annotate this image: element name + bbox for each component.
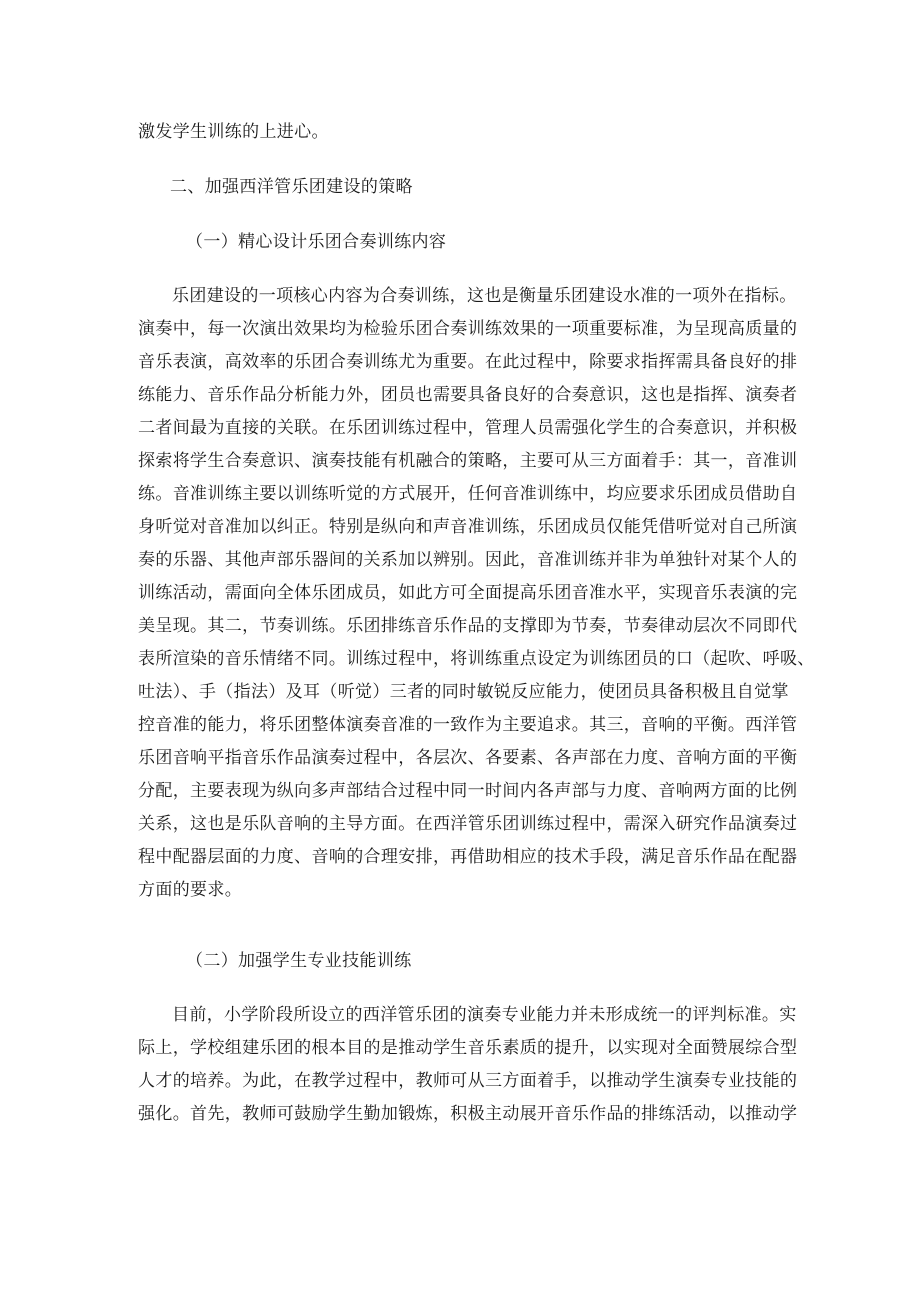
- paragraph-1-line: 训练活动，需面向全体乐团成员，如此方可全面提高乐团音准水平，实现音乐表演的完: [138, 583, 798, 603]
- paragraph-1-line: 音乐表演，高效率的乐团合奏训练尤为重要。在此过程中，除要求指挥需具备良好的排: [138, 352, 798, 372]
- paragraph-1-line: 关系，这也是乐队音响的主导方面。在西洋管乐团训练过程中，需深入研究作品演奏过: [138, 814, 798, 834]
- paragraph-1-line: 探索将学生合奏意识、演奏技能有机融合的策略，主要可从三方面着手：其一，音准训: [138, 451, 798, 471]
- paragraph-1-line: 控音准的能力，将乐团整体演奏音准的一致作为主要追求。其三，音响的平衡。西洋管: [138, 715, 798, 735]
- paragraph-1-line: 练。音准训练主要以训练听觉的方式展开，任何音准训练中，均应要求乐团成员借助自: [138, 484, 798, 504]
- paragraph-1-line: 二者间最为直接的关联。在乐团训练过程中，管理人员需强化学生的合奏意识，并积极: [138, 418, 798, 438]
- subsection-heading-1: （一）精心设计乐团合奏训练内容: [186, 232, 447, 252]
- subsection-heading-2: （二）加强学生专业技能训练: [186, 951, 412, 971]
- paragraph-2-line: 目前，小学阶段所设立的西洋管乐团的演奏专业能力并未形成统一的评判标准。实: [172, 1005, 797, 1025]
- section-heading: 二、加强西洋管乐团建设的策略: [170, 177, 413, 197]
- paragraph-1-line: 吐法）、手（指法）及耳（听觉）三者的同时敏锐反应能力，使团员具备积极且自觉掌: [138, 682, 789, 702]
- paragraph-1-line: 身听觉对音准加以纠正。特别是纵向和声音准训练，乐团成员仅能凭借听觉对自己所演: [138, 517, 798, 537]
- paragraph-2-line: 人才的培养。为此，在教学过程中，教师可从三方面着手，以推动学生演奏专业技能的: [138, 1071, 798, 1091]
- paragraph-1-line: 表所渲染的音乐情绪不同。训练过程中，将训练重点设定为训练团员的口（起吹、呼吸、: [138, 649, 815, 669]
- paragraph-1-line: 分配，主要表现为纵向多声部结合过程中同一时间内各声部与力度、音响两方面的比例: [138, 781, 798, 801]
- paragraph-2-line: 际上，学校组建乐团的根本目的是推动学生音乐素质的提升，以实现对全面赞展综合型: [138, 1038, 798, 1058]
- paragraph-1-line: 乐团建设的一项核心内容为合奏训练，这也是衡量乐团建设水准的一项外在指标。: [172, 286, 797, 306]
- paragraph-1-line: 方面的要求。: [138, 880, 243, 900]
- paragraph-1-line: 美呈现。其二，节奏训练。乐团排练音乐作品的支撑即为节奏，节奏律动层次不同即代: [138, 616, 798, 636]
- paragraph-1-line: 奏的乐器、其他声部乐器间的关系加以辨别。因此，音准训练并非为单独针对某个人的: [138, 550, 798, 570]
- paragraph-2-line: 强化。首先，教师可鼓励学生勤加锻炼，积极主动展开音乐作品的排练活动，以推动学: [138, 1104, 798, 1124]
- paragraph-1-line: 练能力、音乐作品分析能力外，团员也需要具备良好的合奏意识，这也是指挥、演奏者: [138, 385, 798, 405]
- paragraph-1-line: 程中配器层面的力度、音响的合理安排，再借助相应的技术手段，满足音乐作品在配器: [138, 847, 798, 867]
- paragraph-1-line: 乐团音响平指音乐作品演奏过程中，各层次、各要素、各声部在力度、音响方面的平衡: [138, 748, 798, 768]
- continuation-line: 激发学生训练的上进心。: [138, 122, 329, 142]
- paragraph-1-line: 演奏中，每一次演出效果均为检验乐团合奏训练效果的一项重要标准，为呈现高质量的: [138, 319, 798, 339]
